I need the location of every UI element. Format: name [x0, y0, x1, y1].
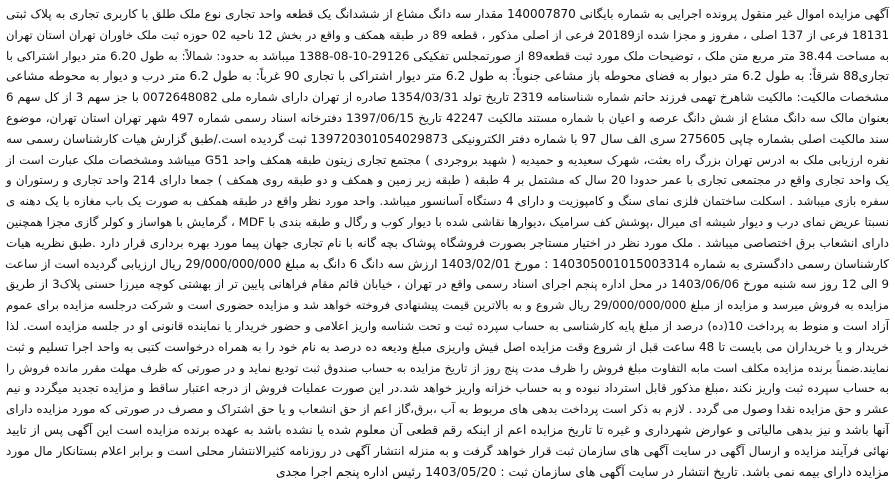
notice-line: آگهی مزایده اموال غیر منقول پرونده اجرایی به شماره بایگانی 140007870 مقدار سه دانگ مشاع از ششدانگ یک قطعه واحد تجاری نوع ملک طلق با کاربری تجاری به پلاک ثبتی	[6, 7, 889, 21]
notice-line: 18131 فرعی از 137 اصلی ، مفروز و مجزا شده از20189 فرعی از اصلی مذکور ، قطعه 89 در طبقه همکف و واقع در بخش 12 ناحیه 02 حوزه ثبت ملک خاوران تهران استان تهران	[6, 27, 890, 42]
notice-line: به مساحت 38.44 متر مربع متن ملک ، توضیحات ملک مورد ثبت قطعه89 از صورتمجلس تفکیکی 29126-10-08-1388 میباشد به حدود: شمالاً: به طول 6.20 متر دیوار اشتراکی با	[6, 48, 890, 63]
notice-line: به حساب سپرده ثبت واریز نکند ،مبلغ مذکور قابل استرداد نبوده و به حساب خزانه واریز خواهد شد.در این صورت عملیات فروش از درجه اعتبار ساقط و مزایده تجدید میگردد و نیم	[6, 381, 889, 396]
notice-line: سند مالکیت اصلی بشماره چاپی 275605 سری الف سال 97 با شماره دفتر الکترونیکی 139720301054029873 ثبت گردیده است./طبق گزارش هیات کارشناسان رسمی سه	[6, 131, 890, 146]
notice-line: نسبتا عریض نمای درب و دیوار شیشه ای میرال ،پوشش کف سرامیک ،دیوارها نقاشی شده با دیوار کوب و رگال و طبقه بندی با MDF ، گرمایش با هواساز و کولر گازی مجزا همچنین	[6, 214, 889, 229]
notice-line: مزایده دارای بیمه نمی باشد. تاریخ انتشار در سایت آگهی های سازمان ثبت : 1403/05/20 رئیس اداره پنجم اجرا مجدی	[275, 463, 889, 479]
notice-line: نمایند.ضمناً برنده مزایده مکلف است مابه التفاوت مبلغ فروش را ظرف مدت پنج روز از تاریخ مزایده به حساب صندوق ثبت تودیع نماید و در صورتی که ظرف مهلت مقرر مانده فروش را	[6, 360, 889, 375]
notice-line: سفره بازی میباشد . اسکلت ساختمان فلزی نمای سنگ و کامپوزیت و دارای 4 دستگاه آسانسور میباشد. واحد مورد نظر واقع در طبقه همکف به صورت یک باب مغازه با یک دهنه ی	[6, 194, 890, 209]
notice-line: نفره ارزیابی ملک به ادرس تهران بزرگ راه بعثت، شهرک سعیدیه و حمیدیه ( شهید بروجردی ) مجتمع تجاری زیتون طبقه همکف واحد G51 میباشد ومشخصات ملک عبارت است از	[6, 152, 889, 167]
notice-line: آزاد است و منوط به پرداخت 10(ده) درصد از مبلغ پایه کارشناسی به حساب سپرده ثبت و تحت شناسه واریز اعلامی و حضور خریدار یا نماینده قانونی او در جلسه مزایده است. لذا	[6, 318, 890, 333]
notice-line: مزایده به فروش میرسد و مزایده از مبلغ 29/000/000/000 ریال شروع و به بالاترین قیمت پیشنهادی فروخته خواهد شد و مزایده حضوری است و شرکت درجلسه مزایده برای عموم	[6, 298, 889, 313]
notice-line: عشر و حق مزایده نقدا وصول می گردد . لازم به ذکر است پرداخت بدهی های مربوط به آب ،برق،گاز اعم از حق انشعاب و یا حق اشتراک و مصرف در صورتی که مورد مزایده دارای	[6, 402, 889, 417]
notice-line: خریدار و یا خریداران می بایست تا 48 ساعت قبل از شروع وقت مزایده اصل فیش واریزی مبلغ ودیعه ده درصد به نام خود را به همراه درخواست کتبی به واحد اجرا تسلیم و ثبت	[6, 339, 889, 354]
notice-line: یک واحد تجاری واقع در مجتمعی تجاری با عمر حدودا 20 سال که مشتمل بر 4 طبقه ( طبقه زیر زمین و همکف و دو طبقه روی همکف ) جمعا دارای 214 واحد تجاری و رستوران و	[6, 173, 889, 188]
notice-line: مشخصات مالکیت: مالکیت شاهرخ تهمی فرزند حاتم شماره شناسنامه 2319 تاریخ تولد 1354/03/31 صادره از تهران دارای شماره ملی 0072648082 با جز سهم 3 از کل سهم 6	[6, 90, 890, 105]
notice-line: کارشناسان رسمی دادگستری به شماره 140305001015003314 : مورخ 1403/02/01 ارزش سه دانگ 6 دانگ به مبلغ 29/000/000/000 ریال ارزیابی گردیده است از ساعت	[5, 256, 889, 271]
notice-line: 9 الی 12 روز سه شنبه مورخ 1403/06/06 در محل اداره پنجم اجرای اسناد رسمی واقع در تهران ، خیابان قائم مقام فراهانی پایین تر از بهشتی کوچه میرزا حسنی پلاک3 از طریق	[6, 277, 889, 292]
notice-line: آنها باشد و نیز بدهی مالیاتی و عوارض شهرداری و غیره تا تاریخ مزایده اعم از اینکه رقم قطعی آن معلوم شده یا نشده باشد به عهده برنده مزایده است این آگهی پس از تایید	[6, 422, 889, 437]
notice-line: نهائی فرآیند مزایده و ارسال آگهی در سایت آگهی های سازمان ثبت قرار خواهد گرفت و به منزله انتشار آگهی در روزنامه کثیرالانتشار محلی است و برابر اعلام بستانکار مال مورد	[6, 443, 889, 458]
notice-line: بعنوان مالک سه دانگ مشاع از شش دانگ عرصه و اعیان با شماره مستند مالکیت 42247 تاریخ 1397/06/15 دفترخانه اسناد رسمی شماره 497 شهر تهران استان تهران، موضوع	[6, 110, 889, 125]
notice-line: دارای انشعاب برق اختصاصی میباشد . ملک مورد نظر در اختیار مستاجر بصورت فروشگاه پوشاک بچه گانه با نام تجاری جهان پیما مورد بهره برداری قرار دارد .طبق نظریه هیات	[6, 235, 889, 250]
notice-line: تجاری88 شرقاً: به طول 6.2 متر دیوار به فضای محوطه باز مشاعی جنوباً: به طول 6.2 متر دیوار اشتراکی با تجاری 90 غرباً: به طول 6.2 متر درب و دیوار به محوطه مشاعی	[6, 69, 889, 84]
